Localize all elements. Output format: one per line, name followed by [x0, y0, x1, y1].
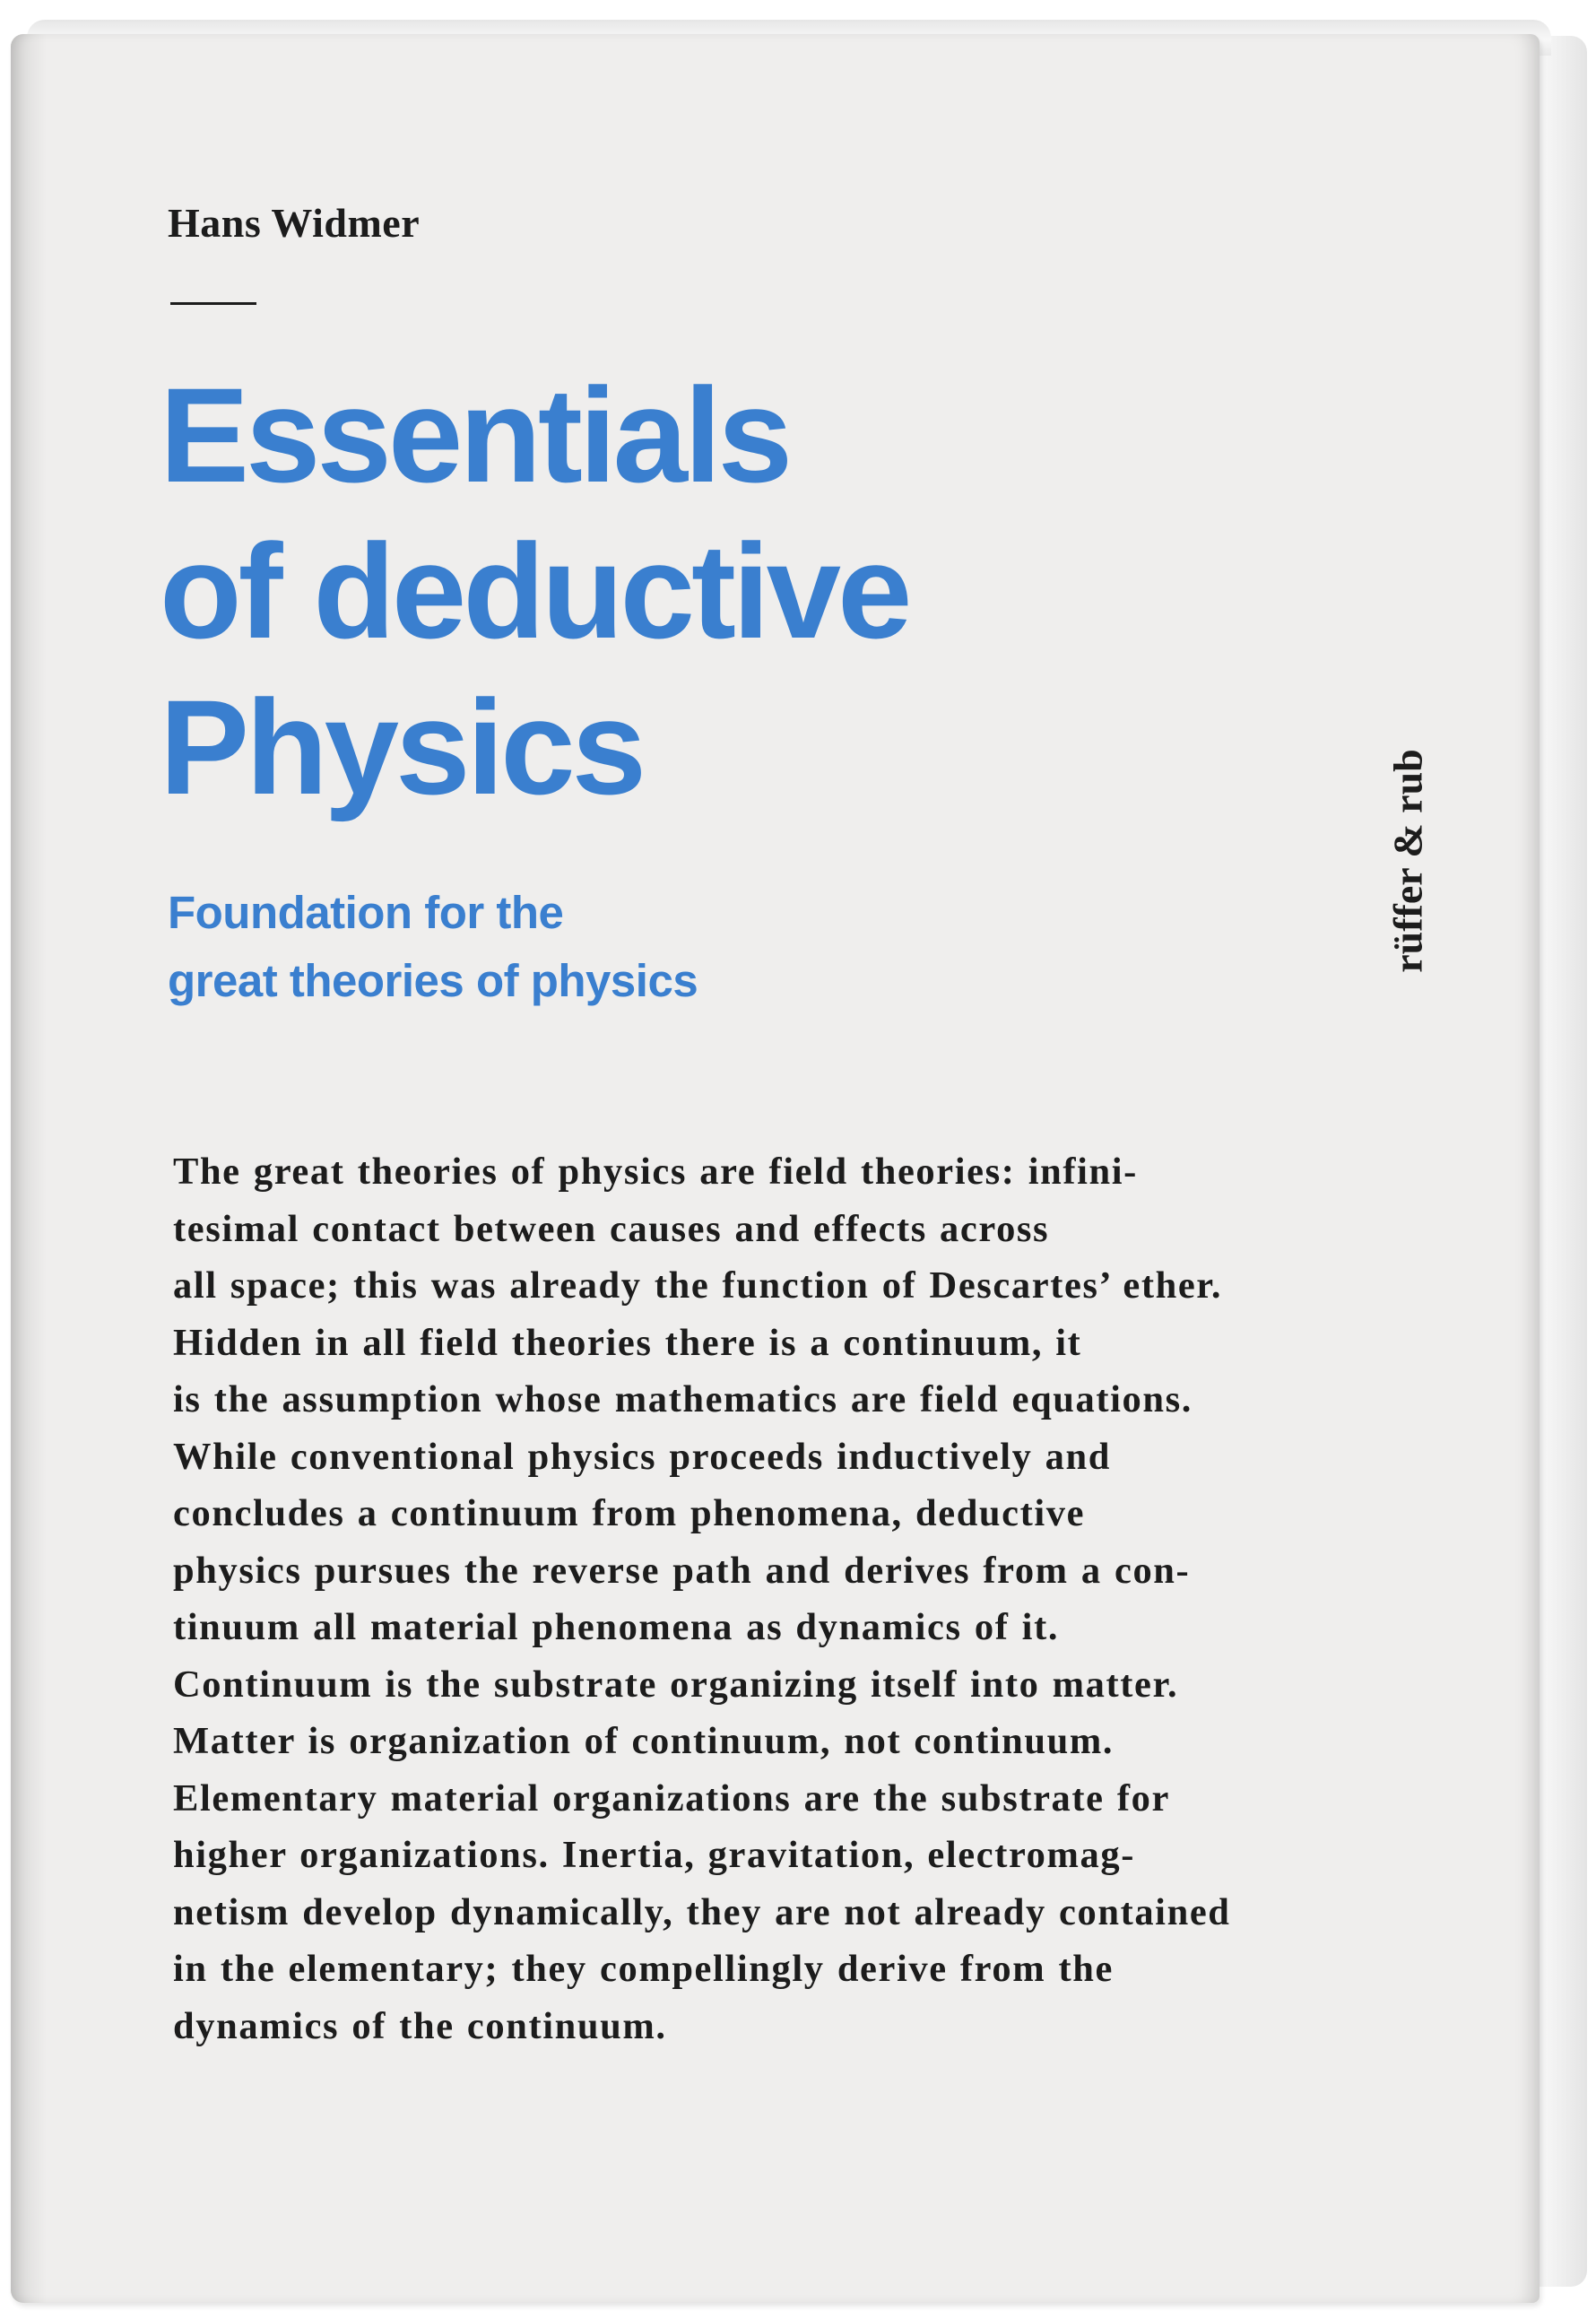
author-rule	[170, 302, 256, 305]
blurb-text	[173, 1143, 1231, 2054]
blurb-line: tinuum all material phenomena as dynamics of it.	[173, 1606, 1060, 1648]
book-subtitle	[168, 879, 698, 1015]
subtitle-line: great theories of physics	[168, 955, 698, 1006]
publisher-name: rüffer & rub	[1384, 749, 1431, 973]
blurb-line: tesimal contact between causes and effects across	[173, 1207, 1050, 1250]
blurb-line: While conventional physics proceeds inductively and	[173, 1435, 1112, 1478]
blurb-line: Hidden in all field theories there is a continuum, it	[173, 1321, 1082, 1364]
blurb-line: Continuum is the substrate organizing itself into matter.	[173, 1663, 1179, 1706]
author-name: Hans Widmer	[168, 200, 421, 246]
blurb-line: netism develop dynamically, they are not already contained	[173, 1890, 1231, 1933]
subtitle-line: Foundation for the	[168, 887, 564, 938]
blurb-line: Matter is organization of continuum, not continuum.	[173, 1720, 1115, 1762]
spine-shadow	[11, 34, 47, 2303]
blurb-line: Elementary material organizations are the substrate for	[173, 1776, 1170, 1820]
blurb-line: physics pursues the reverse path and derives from a con-	[173, 1549, 1191, 1592]
blurb-line: dynamics of the continuum.	[173, 2004, 667, 2047]
title-line: of deductive	[160, 516, 909, 666]
title-line: Essentials	[160, 360, 790, 510]
blurb-line: The great theories of physics are field theories: infini-	[173, 1151, 1138, 1193]
blurb-line: all space; this was already the function of Descartes’ ether.	[173, 1264, 1223, 1307]
blurb-line: concludes a continuum from phenomena, deductive	[173, 1492, 1086, 1534]
book-title	[160, 357, 908, 825]
blurb-line: is the assumption whose mathematics are field equations.	[173, 1378, 1193, 1420]
blurb-line: higher organizations. Inertia, gravitation, electromag-	[173, 1834, 1135, 1876]
title-line: Physics	[160, 672, 644, 822]
blurb-line: in the elementary; they compellingly derive from the	[173, 1948, 1114, 1990]
